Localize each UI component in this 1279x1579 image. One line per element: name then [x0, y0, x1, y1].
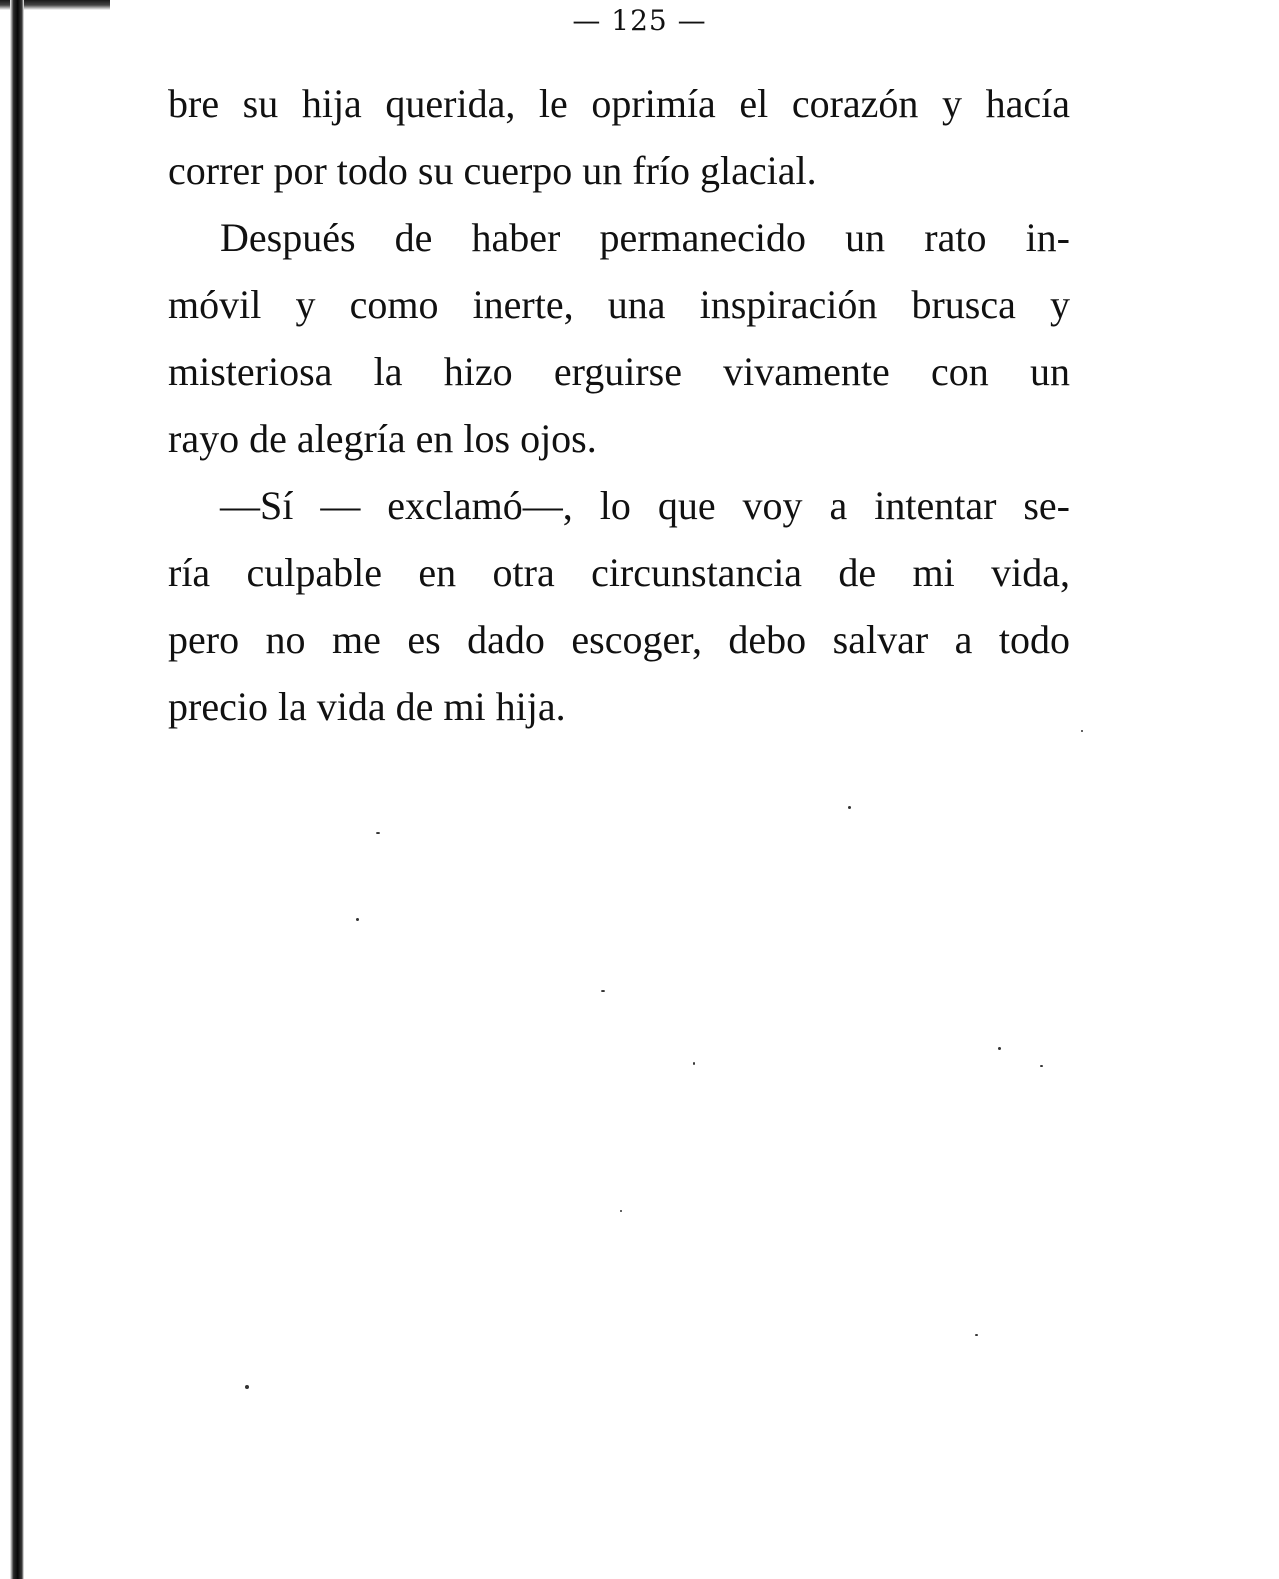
text-line: ría culpable en otra circunstancia de mi vida, — [168, 550, 1070, 595]
scan-speck — [848, 806, 851, 809]
text-line: precio la vida de mi hija. — [168, 684, 566, 729]
body-text — [168, 70, 1070, 740]
scan-speck — [1081, 730, 1083, 732]
scan-speck — [376, 832, 380, 834]
binding-edge — [10, 0, 24, 1579]
text-line: pero no me es dado escoger, debo salvar a todo — [168, 617, 1070, 662]
scan-speck — [998, 1047, 1001, 1050]
scan-speck — [245, 1385, 249, 1389]
text-line: —Sí — exclamó—, lo que voy a intentar se- — [220, 483, 1070, 528]
scan-speck — [693, 1062, 695, 1065]
scan-speck — [975, 1334, 978, 1336]
scan-speck — [1040, 1065, 1043, 1067]
scan-speck — [620, 1210, 622, 1212]
text-line: misteriosa la hizo erguirse vivamente con un — [168, 349, 1070, 394]
text-line: rayo de alegría en los ojos. — [168, 416, 597, 461]
text-line: Después de haber permanecido un rato in- — [220, 215, 1070, 260]
text-line: correr por todo su cuerpo un frío glacial. — [168, 148, 817, 193]
text-line: móvil y como inerte, una inspiración brusca y — [168, 282, 1070, 327]
page-number: — 125 — — [572, 4, 707, 37]
scan-speck — [356, 918, 359, 921]
text-line: bre su hija querida, le oprimía el corazón y hacía — [168, 81, 1070, 126]
scan-speck — [601, 990, 605, 992]
